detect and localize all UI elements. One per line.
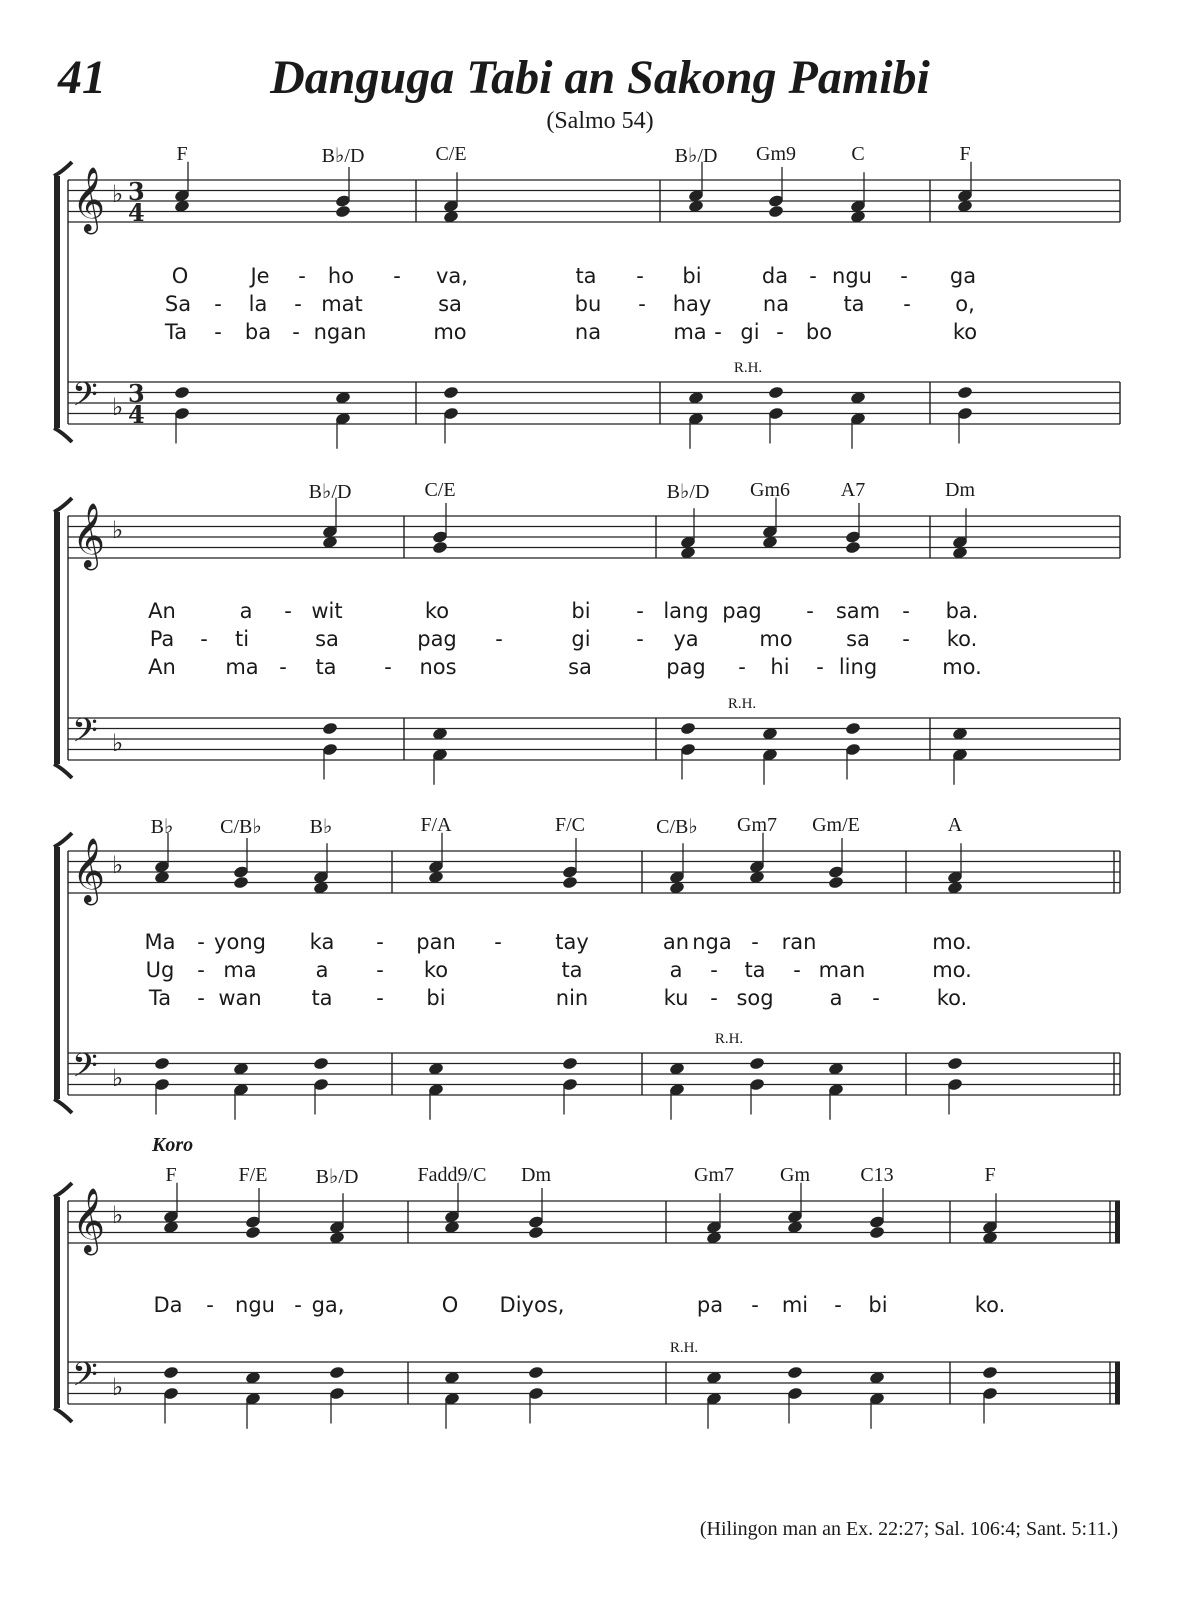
note-head — [335, 204, 352, 218]
lyric-syllable: o, — [955, 292, 975, 316]
chord-symbol: F/E — [238, 1164, 268, 1186]
key-flat-icon: ♭ — [112, 851, 124, 879]
lyric-syllable: ma — [673, 320, 707, 344]
note-head — [828, 875, 845, 889]
lyric-hyphen: - — [793, 958, 801, 982]
lyric-syllable: Sa — [164, 292, 192, 316]
lyric-hyphen: - — [384, 655, 392, 679]
lyric-syllable: hay — [672, 292, 712, 316]
lyric-syllable: An — [148, 655, 176, 679]
lyric-syllable: gi — [571, 627, 591, 651]
lyric-syllable: sa — [568, 655, 592, 679]
bracket-hook — [54, 1099, 72, 1113]
lyric-syllable: ku — [663, 986, 689, 1010]
lyric-syllable: Pa — [149, 627, 175, 651]
note-head — [768, 385, 785, 399]
chord-symbol: Dm — [945, 479, 975, 501]
hymn-subtitle: (Salmo 54) — [546, 108, 654, 134]
lyric-syllable: wan — [218, 986, 262, 1010]
chord-symbol: Gm — [780, 1164, 810, 1186]
lyric-hyphen: - — [806, 599, 814, 623]
lyric-syllable: a — [829, 986, 843, 1010]
lyric-hyphen: - — [197, 958, 205, 982]
lyric-syllable: ya — [673, 627, 699, 651]
lyric-syllable: ngu — [832, 264, 872, 288]
lyric-syllable: ling — [838, 655, 878, 679]
chord-symbol: Gm6 — [750, 479, 790, 501]
lyric-syllable: ta — [744, 958, 766, 982]
lyric-syllable: mo — [433, 320, 467, 344]
chord-symbol: Dm — [521, 1164, 551, 1186]
chord-symbol: B♭/D — [308, 481, 352, 503]
note-head — [432, 540, 449, 554]
lyric-syllable: ran — [781, 930, 817, 954]
chord-symbol: F/C — [554, 814, 586, 836]
lyric-syllable: ta — [843, 292, 865, 316]
lyric-hyphen: - — [298, 264, 306, 288]
note-head — [245, 1225, 262, 1239]
lyric-syllable: An — [148, 599, 176, 623]
lyric-hyphen: - — [294, 292, 302, 316]
key-flat-icon: ♭ — [112, 1373, 124, 1401]
lyric-syllable: bi — [682, 264, 702, 288]
key-flat-icon: ♭ — [112, 393, 124, 421]
lyric-hyphen: - — [284, 599, 292, 623]
lyric-syllable: la — [248, 292, 268, 316]
hymn-number: 41 — [58, 51, 106, 104]
lyric-syllable: Diyos, — [499, 1293, 565, 1317]
lyric-syllable: pag — [666, 655, 706, 679]
lyric-syllable: ho — [327, 264, 355, 288]
chord-symbol: C/B♭ — [220, 816, 262, 838]
lyric-syllable: tay — [555, 930, 589, 954]
lyric-syllable: O — [171, 264, 189, 288]
lyric-hyphen: - — [751, 1293, 759, 1317]
lyric-hyphen: - — [710, 958, 718, 982]
lyric-hyphen: - — [834, 1293, 842, 1317]
note-head — [443, 385, 460, 399]
chorus-label: Koro — [152, 1134, 194, 1156]
bracket-hook — [54, 498, 72, 512]
chord-symbol: B♭/D — [666, 481, 710, 503]
lyric-hyphen: - — [636, 264, 644, 288]
chord-symbol: Fadd9/C — [417, 1164, 487, 1186]
bass-clef-icon: 𝄢 — [72, 1047, 98, 1093]
lyric-syllable: mi — [781, 1293, 809, 1317]
lyric-syllable: ma — [225, 655, 259, 679]
bass-clef-icon: 𝄢 — [72, 1356, 98, 1402]
lyric-syllable: O — [441, 1293, 459, 1317]
lyric-hyphen: - — [279, 655, 287, 679]
note-head — [233, 875, 250, 889]
note-head — [947, 1056, 964, 1070]
lyric-hyphen: - — [903, 292, 911, 316]
lyric-hyphen: - — [710, 986, 718, 1010]
lyric-hyphen: - — [900, 264, 908, 288]
lyric-syllable: mo. — [932, 930, 972, 954]
chord-symbol: B♭/D — [321, 145, 365, 167]
system-bracket — [54, 512, 60, 764]
lyric-hyphen: - — [200, 627, 208, 651]
lyric-syllable: ngan — [313, 320, 367, 344]
lyric-syllable: pa — [696, 1293, 724, 1317]
lyric-syllable: nga — [692, 930, 732, 954]
lyric-syllable: ko. — [974, 1293, 1006, 1317]
lyric-hyphen: - — [206, 1293, 214, 1317]
lyric-syllable: a — [669, 958, 683, 982]
lyric-syllable: Ta — [148, 986, 172, 1010]
lyric-syllable: a — [239, 599, 253, 623]
lyric-hyphen: - — [494, 930, 502, 954]
key-flat-icon: ♭ — [112, 1064, 124, 1092]
chord-symbol: A7 — [840, 479, 866, 501]
note-head — [528, 1225, 545, 1239]
bass-clef-icon: 𝄢 — [72, 376, 98, 422]
lyric-syllable: nos — [419, 655, 457, 679]
lyric-hyphen: - — [495, 627, 503, 651]
key-flat-icon: ♭ — [112, 1201, 124, 1229]
treble-clef-icon: 𝄞 — [72, 167, 106, 232]
lyric-syllable: ko — [424, 599, 450, 623]
lyric-syllable: sa — [846, 627, 870, 651]
note-head — [154, 1056, 171, 1070]
chord-symbol: C/E — [435, 143, 467, 165]
lyric-hyphen: - — [376, 930, 384, 954]
system-4 — [54, 1183, 1120, 1429]
note-head — [957, 385, 974, 399]
note-head — [174, 385, 191, 399]
lyric-syllable: ko — [423, 958, 449, 982]
note-head — [680, 721, 697, 735]
lyric-hyphen: - — [292, 320, 300, 344]
note-head — [329, 1365, 346, 1379]
lyric-hyphen: - — [214, 292, 222, 316]
lyric-hyphen: - — [751, 930, 759, 954]
lyric-hyphen: - — [872, 986, 880, 1010]
chord-symbol: B♭/D — [674, 145, 718, 167]
lyric-syllable: gi — [740, 320, 760, 344]
lyric-syllable: Je — [250, 264, 270, 288]
system-bracket — [54, 176, 60, 428]
lyric-hyphen: - — [902, 627, 910, 651]
note-head — [845, 540, 862, 554]
chord-symbol: B♭ — [309, 816, 333, 838]
lyric-syllable: bu — [574, 292, 602, 316]
lyric-syllable: ma — [223, 958, 257, 982]
note-head — [749, 1056, 766, 1070]
bracket-hook — [54, 833, 72, 847]
lyric-syllable: sa — [315, 627, 339, 651]
lyric-syllable: pag — [417, 627, 457, 651]
note-head — [163, 1365, 180, 1379]
note-head — [562, 1056, 579, 1070]
chord-symbol: C/E — [424, 479, 456, 501]
key-flat-icon: ♭ — [112, 180, 124, 208]
lyric-syllable: hi — [770, 655, 790, 679]
lyric-syllable: ta — [575, 264, 597, 288]
key-flat-icon: ♭ — [112, 729, 124, 757]
lyric-syllable: sa — [438, 292, 462, 316]
lyric-syllable: ko. — [946, 627, 978, 651]
lyric-syllable: ta — [561, 958, 583, 982]
right-hand-marking: R.H. — [733, 360, 763, 376]
bracket-hook — [54, 764, 72, 778]
lyric-syllable: pag — [722, 599, 762, 623]
lyric-hyphen: - — [638, 292, 646, 316]
lyric-syllable: ti — [234, 627, 250, 651]
bracket-hook — [54, 1408, 72, 1422]
lyric-syllable: Ug — [145, 958, 175, 982]
lyric-syllable: nin — [555, 986, 589, 1010]
note-head — [562, 875, 579, 889]
chord-symbol: Gm7 — [737, 814, 777, 836]
scripture-reference: (Hilingon man an Ex. 22:27; Sal. 106:4; Sant. 5:11.) — [699, 1518, 1118, 1540]
lyric-syllable: a — [315, 958, 329, 982]
lyric-syllable: ngu — [235, 1293, 275, 1317]
time-signature-digit: 3 — [128, 379, 145, 408]
lyric-syllable: ga — [949, 264, 977, 288]
right-hand-marking: R.H. — [714, 1031, 744, 1047]
bracket-hook — [54, 162, 72, 176]
treble-clef-icon: 𝄞 — [72, 503, 106, 568]
lyric-syllable: an — [662, 930, 690, 954]
lyric-syllable: bo — [805, 320, 833, 344]
lyric-syllable: ga, — [311, 1293, 345, 1317]
note-head — [528, 1365, 545, 1379]
lyric-hyphen: - — [294, 1293, 302, 1317]
chord-symbol: B♭/D — [315, 1166, 359, 1188]
lyric-syllable: da — [761, 264, 789, 288]
lyric-syllable: bi — [868, 1293, 888, 1317]
chord-symbol: A — [947, 814, 963, 836]
bracket-hook — [54, 428, 72, 442]
chord-symbol: F — [176, 143, 188, 165]
lyric-syllable: Da — [153, 1293, 183, 1317]
bracket-hook — [54, 1183, 72, 1197]
time-signature-digit: 4 — [128, 198, 145, 227]
lyric-syllable: mo. — [942, 655, 982, 679]
time-signature-digit: 3 — [128, 177, 145, 206]
lyric-hyphen: - — [636, 599, 644, 623]
note-head — [787, 1365, 804, 1379]
lyric-syllable: ka — [309, 930, 335, 954]
lyric-syllable: lang — [663, 599, 709, 623]
note-head — [768, 204, 785, 218]
lyric-hyphen: - — [714, 320, 722, 344]
lyric-syllable: ba — [244, 320, 272, 344]
final-barline — [1115, 1362, 1120, 1404]
note-head — [322, 721, 339, 735]
lyric-syllable: na — [762, 292, 790, 316]
lyric-syllable: va, — [436, 264, 468, 288]
right-hand-marking: R.H. — [669, 1340, 699, 1356]
lyric-syllable: na — [574, 320, 602, 344]
lyric-syllable: bi — [571, 599, 591, 623]
chord-symbol: F — [165, 1164, 177, 1186]
chord-symbol: Gm/E — [812, 814, 860, 836]
lyric-syllable: sog — [736, 986, 774, 1010]
chord-symbol: C — [851, 143, 865, 165]
note-head — [313, 1056, 330, 1070]
lyric-syllable: ta — [311, 986, 333, 1010]
lyric-syllable: Ma — [144, 930, 176, 954]
chord-symbol: Gm9 — [756, 143, 796, 165]
system-bracket — [54, 847, 60, 1099]
lyric-syllable: wit — [311, 599, 343, 623]
chord-symbol: F/A — [420, 814, 452, 836]
lyric-hyphen: - — [197, 930, 205, 954]
lyric-hyphen: - — [809, 264, 817, 288]
final-barline — [1115, 1201, 1120, 1243]
lyric-hyphen: - — [214, 320, 222, 344]
lyric-hyphen: - — [776, 320, 784, 344]
chord-symbol: C/B♭ — [656, 816, 698, 838]
lyric-hyphen: - — [197, 986, 205, 1010]
bass-clef-icon: 𝄢 — [72, 712, 98, 758]
lyric-syllable: ta — [315, 655, 337, 679]
lyric-hyphen: - — [738, 655, 746, 679]
lyric-hyphen: - — [376, 958, 384, 982]
lyric-syllable: bi — [426, 986, 446, 1010]
note-head — [845, 721, 862, 735]
lyric-syllable: mo — [759, 627, 793, 651]
lyric-hyphen: - — [636, 627, 644, 651]
lyric-syllable: man — [818, 958, 866, 982]
lyric-syllable: ko — [952, 320, 978, 344]
treble-clef-icon: 𝄞 — [72, 838, 106, 903]
lyric-syllable: mat — [321, 292, 363, 316]
chord-symbol: B♭ — [150, 816, 174, 838]
lyric-syllable: ko. — [936, 986, 968, 1010]
lyric-syllable: pan — [416, 930, 456, 954]
note-head — [982, 1365, 999, 1379]
lyric-syllable: yong — [214, 930, 266, 954]
lyric-hyphen: - — [393, 264, 401, 288]
system-bracket — [54, 1197, 60, 1408]
hymn-title: Danguga Tabi an Sakong Pamibi — [270, 51, 930, 104]
chord-symbol: Gm7 — [694, 1164, 734, 1186]
right-hand-marking: R.H. — [727, 696, 757, 712]
time-signature-digit: 4 — [128, 400, 145, 429]
lyric-hyphen: - — [816, 655, 824, 679]
lyric-syllable: ba. — [945, 599, 979, 623]
lyric-syllable: Ta — [164, 320, 188, 344]
note-head — [869, 1225, 886, 1239]
chord-symbol: C13 — [860, 1164, 894, 1186]
lyric-hyphen: - — [902, 599, 910, 623]
chord-symbol: F — [984, 1164, 996, 1186]
lyric-syllable: sam — [835, 599, 881, 623]
lyric-syllable: mo. — [932, 958, 972, 982]
chord-symbol: F — [959, 143, 971, 165]
key-flat-icon: ♭ — [112, 516, 124, 544]
lyric-hyphen: - — [376, 986, 384, 1010]
treble-clef-icon: 𝄞 — [72, 1188, 106, 1253]
